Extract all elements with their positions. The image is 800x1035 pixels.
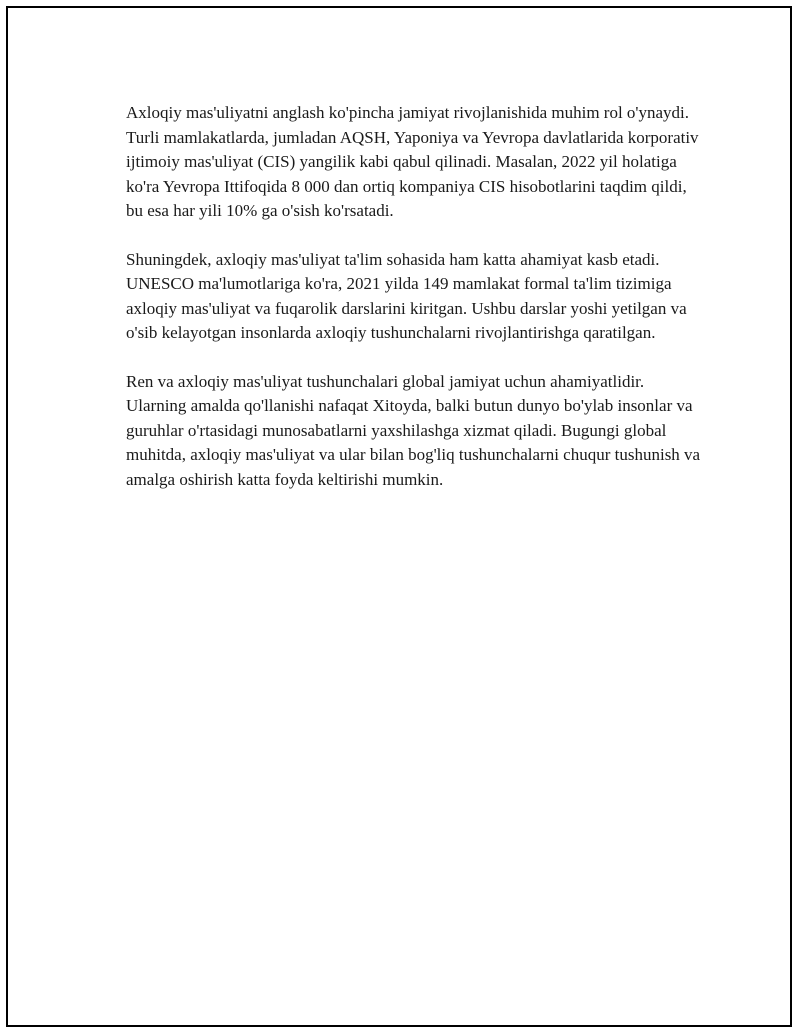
paragraph-1: Axloqiy mas'uliyatni anglash ko'pincha jamiyat rivojlanishida muhim rol o'ynaydi. Turli mamlakatlarda, jumladan AQSH, Yaponiya va Yevropa davlatlarida korporativ ijtimoiy mas'uliyat (CIS) yangilik kabi qabul qilinadi. Masalan, 2022 yil holatiga ko'ra Yevropa Ittifoqida 8 000 dan ortiq kompaniya CIS hisobotlarini taqdim qildi, bu esa har yili 10% ga o'sish ko'rsatadi. bbox=[126, 103, 699, 220]
document-body bbox=[126, 101, 706, 516]
page-frame bbox=[6, 6, 792, 1027]
paragraph-3: Ren va axloqiy mas'uliyat tushunchalari global jamiyat uchun ahamiyatlidir. Ularning amalda qo'llanishi nafaqat Xitoyda, balki butun dunyo bo'ylab insonlar va guruhlar o'rtasidagi munosabatlarni yaxshilashga xizmat qiladi. Bugungi global muhitda, axloqiy mas'uliyat va ular bilan bog'liq tushunchalarni chuqur tushunish va amalga oshirish katta foyda keltirishi mumkin. bbox=[126, 371, 701, 489]
paragraph-2: Shuningdek, axloqiy mas'uliyat ta'lim sohasida ham katta ahamiyat kasb etadi. UNESCO ma'lumotlariga ko'ra, 2021 yilda 149 mamlakat formal ta'lim tizimiga axloqiy mas'uliyat va fuqarolik darslarini kiritgan. Ushbu darslar yoshi yetilgan va o'sib kelayotgan insonlarda axloqiy tushunchalarni rivojlantirishga qaratilgan. bbox=[126, 249, 687, 342]
